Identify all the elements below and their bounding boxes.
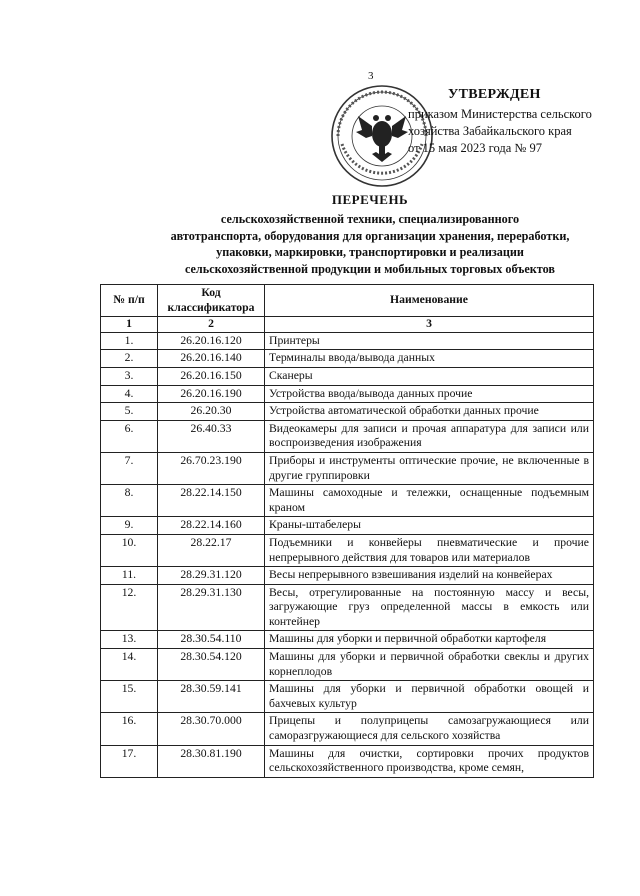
- row-number-cell: 12.: [101, 584, 158, 631]
- table-row: [101, 332, 594, 350]
- row-name-cell: Весы непрерывного взвешивания изделий на конвейерах: [265, 567, 594, 585]
- row-number-cell: 4.: [101, 385, 158, 403]
- row-code-cell: 26.20.30: [158, 403, 265, 421]
- row-number-cell: 15.: [101, 681, 158, 713]
- row-name-cell: Весы, отрегулированные на постоянную массу и весы, загружающие груз определенной массы в емкость или контейнер: [265, 584, 594, 631]
- row-name-cell: Краны-штабелеры: [265, 517, 594, 535]
- table-row: [101, 681, 594, 713]
- document-subtitle-line: автотранспорта, оборудования для организации хранения, переработки,: [170, 228, 570, 243]
- header-code: Код классификатора: [158, 285, 265, 317]
- table-index-row: [101, 317, 594, 333]
- document-heading: [130, 192, 610, 278]
- row-number-cell: 8.: [101, 485, 158, 517]
- row-name-cell: Машины для уборки и первичной обработки овощей и бахчевых культур: [265, 681, 594, 713]
- row-code-cell: 28.30.54.120: [158, 649, 265, 681]
- row-code-cell: 28.29.31.130: [158, 584, 265, 631]
- row-number-cell: 10.: [101, 534, 158, 566]
- row-code-cell: 26.70.23.190: [158, 452, 265, 484]
- table-row: [101, 649, 594, 681]
- table-row: [101, 534, 594, 566]
- row-number-cell: 11.: [101, 567, 158, 585]
- table-row: [101, 584, 594, 631]
- row-number-cell: 5.: [101, 403, 158, 421]
- row-code-cell: 28.29.31.120: [158, 567, 265, 585]
- row-code-cell: 28.22.17: [158, 534, 265, 566]
- row-name-cell: Устройства ввода/вывода данных прочие: [265, 385, 594, 403]
- row-name-cell: Машины самоходные и тележки, оснащенные подъемным краном: [265, 485, 594, 517]
- row-number-cell: 3.: [101, 367, 158, 385]
- row-name-cell: Сканеры: [265, 367, 594, 385]
- approval-line: от 15 мая 2023 года № 97: [408, 141, 542, 155]
- table-row: [101, 367, 594, 385]
- row-number-cell: 16.: [101, 713, 158, 745]
- row-number-cell: 1.: [101, 332, 158, 350]
- row-code-cell: 26.20.16.140: [158, 350, 265, 368]
- row-name-cell: Принтеры: [265, 332, 594, 350]
- row-name-cell: Прицепы и полуприцепы самозагружающиеся или саморазгружающиеся для сельского хозяйства: [265, 713, 594, 745]
- items-table: [100, 284, 594, 778]
- row-name-cell: Машины для уборки и первичной обработки свеклы и других корнеплодов: [265, 649, 594, 681]
- table-header-row: [101, 285, 594, 317]
- page-number: 3: [368, 70, 374, 82]
- row-name-cell: Подъемники и конвейеры пневматические и прочие непрерывного действия для товаров или материалов: [265, 534, 594, 566]
- approval-line: приказом Министерства сельского: [408, 107, 592, 121]
- table-row: [101, 485, 594, 517]
- approval-block: [408, 86, 636, 157]
- document-subtitle-line: сельскохозяйственной продукции и мобильных торговых объектов: [184, 262, 556, 277]
- row-number-cell: 17.: [101, 745, 158, 777]
- table-row: [101, 745, 594, 777]
- row-name-cell: Видеокамеры для записи и прочая аппаратура для записи или воспроизведения изображения: [265, 420, 594, 452]
- row-name-cell: Устройства автоматической обработки данных прочие: [265, 403, 594, 421]
- row-code-cell: 26.20.16.190: [158, 385, 265, 403]
- index-cell: 1: [101, 317, 158, 333]
- row-code-cell: 28.30.59.141: [158, 681, 265, 713]
- table-row: [101, 420, 594, 452]
- row-code-cell: 28.22.14.150: [158, 485, 265, 517]
- table-body: [101, 332, 594, 777]
- row-name-cell: Терминалы ввода/вывода данных: [265, 350, 594, 368]
- row-code-cell: 28.30.70.000: [158, 713, 265, 745]
- document-subtitle-line: упаковки, маркировки, транспортировки и реализации: [216, 245, 524, 260]
- table-row: [101, 567, 594, 585]
- row-number-cell: 7.: [101, 452, 158, 484]
- table-row: [101, 452, 594, 484]
- header-name: Наименование: [265, 285, 594, 317]
- row-code-cell: 26.20.16.120: [158, 332, 265, 350]
- document-subtitle-line: сельскохозяйственной техники, специализированного: [220, 211, 520, 226]
- document-title: ПЕРЕЧЕНЬ: [331, 192, 409, 207]
- table-row: [101, 631, 594, 649]
- table-row: [101, 385, 594, 403]
- table-row: [101, 517, 594, 535]
- row-code-cell: 26.40.33: [158, 420, 265, 452]
- row-name-cell: Приборы и инструменты оптические прочие, не включенные в другие группировки: [265, 452, 594, 484]
- row-number-cell: 14.: [101, 649, 158, 681]
- approval-title: УТВЕРЖДЕН: [448, 87, 541, 102]
- row-code-cell: 28.30.54.110: [158, 631, 265, 649]
- row-code-cell: 28.22.14.160: [158, 517, 265, 535]
- index-cell: 2: [158, 317, 265, 333]
- table-row: [101, 350, 594, 368]
- index-cell: 3: [265, 317, 594, 333]
- row-code-cell: 28.30.81.190: [158, 745, 265, 777]
- row-number-cell: 6.: [101, 420, 158, 452]
- row-code-cell: 26.20.16.150: [158, 367, 265, 385]
- row-name-cell: Машины для уборки и первичной обработки картофеля: [265, 631, 594, 649]
- approval-line: хозяйства Забайкальского края: [408, 124, 572, 138]
- table-row: [101, 713, 594, 745]
- row-number-cell: 9.: [101, 517, 158, 535]
- header-number: № п/п: [101, 285, 158, 317]
- row-number-cell: 2.: [101, 350, 158, 368]
- row-name-cell: Машины для очистки, сортировки прочих продуктов сельскохозяйственного производства, кроме семян,: [265, 745, 594, 777]
- table-row: [101, 403, 594, 421]
- row-number-cell: 13.: [101, 631, 158, 649]
